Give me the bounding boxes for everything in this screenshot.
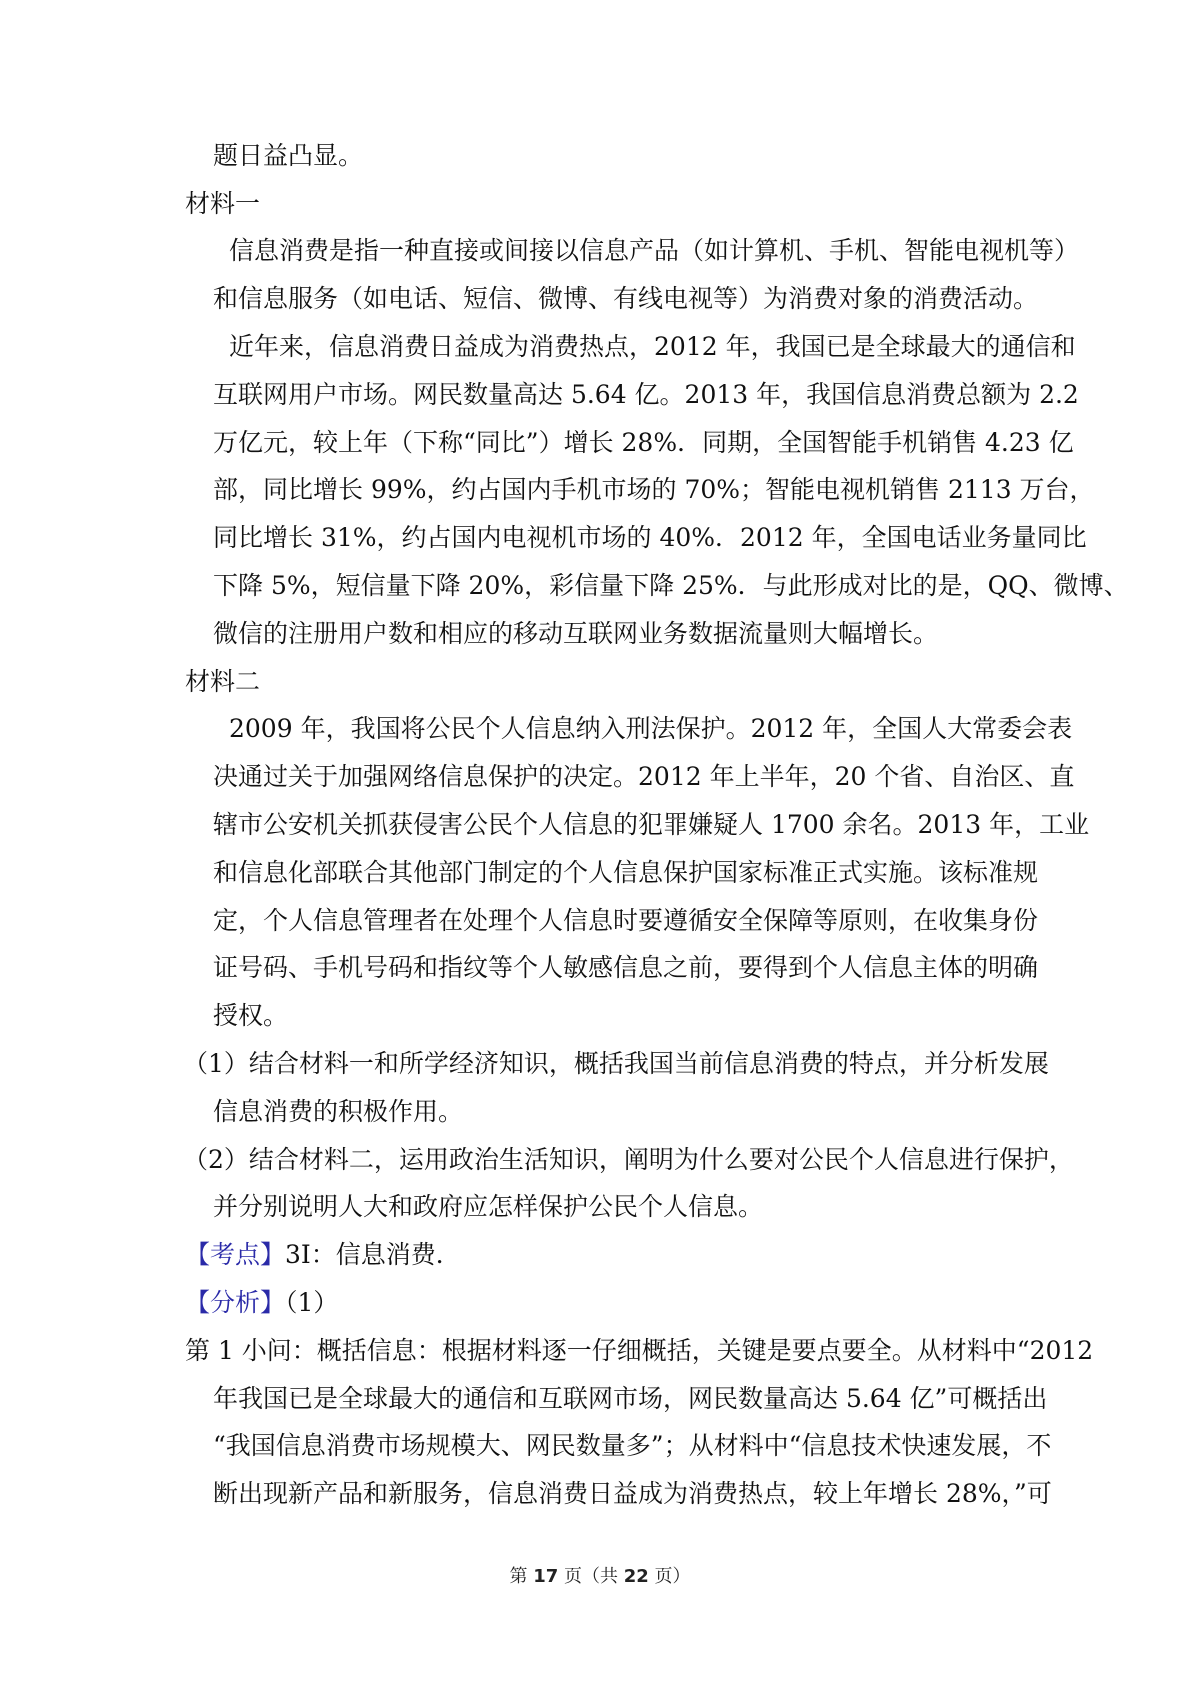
footer-suffix: 页） — [654, 1566, 691, 1587]
fenxi-text: （1） — [285, 1288, 339, 1317]
text-line: 信息消费的积极作用。 — [213, 1097, 464, 1126]
question-one: （1）结合材料一和所学经济知识，概括我国当前信息消费的特点，并分析发展 — [183, 1049, 1049, 1078]
material-two-heading: 材料二 — [185, 667, 261, 696]
fenxi-line — [0, 1279, 1200, 1327]
fenxi-tag: 【分析】 — [185, 1288, 286, 1317]
text-line: 微信的注册用户数和相应的移动互联网业务数据流量则大幅增长。 — [213, 619, 939, 648]
analysis-line: 年我国已是全球最大的通信和互联网市场，网民数量高达 5.64 亿”可概括出 — [213, 1384, 1048, 1413]
text-line: 近年来，信息消费日益成为消费热点，2012 年，我国已是全球最大的通信和 — [229, 332, 1076, 361]
footer-page-number: 17 — [533, 1566, 559, 1587]
text-line: 万亿元，较上年（下称“同比”）增长 28%．同期，全国智能手机销售 4.23 亿 — [213, 428, 1074, 457]
text-line: 授权。 — [213, 1001, 289, 1030]
footer-prefix: 第 — [509, 1566, 528, 1587]
text-line: 并分别说明人大和政府应怎样保护公民个人信息。 — [213, 1192, 764, 1221]
text-line: 和信息服务（如电话、短信、微博、有线电视等）为消费对象的消费活动。 — [213, 284, 1039, 313]
text-line: 2009 年，我国将公民个人信息纳入刑法保护。2012 年，全国人大常委会表 — [229, 714, 1073, 743]
footer-total-pages: 22 — [623, 1566, 649, 1587]
text-line: 下降 5%，短信量下降 20%，彩信量下降 25%．与此形成对比的是，QQ、微博、 — [213, 571, 1129, 600]
kaodian-line — [0, 1231, 1200, 1279]
footer-middle: 页（共 — [564, 1566, 618, 1587]
text-line: 证号码、手机号码和指纹等个人敏感信息之前，要得到个人信息主体的明确 — [213, 953, 1039, 982]
analysis-line: 断出现新产品和新服务，信息消费日益成为消费热点，较上年增长 28%，”可 — [213, 1479, 1052, 1508]
page-footer — [0, 1563, 1200, 1591]
text-line: 和信息化部联合其他部门制定的个人信息保护国家标准正式实施。该标准规 — [213, 858, 1039, 887]
text-line: 辖市公安机关抓获侵害公民个人信息的犯罪嫌疑人 1700 余名。2013 年，工业 — [213, 810, 1090, 839]
kaodian-tag: 【考点】 — [185, 1240, 286, 1269]
text-line: 互联网用户市场。网民数量高达 5.64 亿。2013 年，我国信息消费总额为 2.2 — [213, 380, 1079, 409]
text-line: 定，个人信息管理者在处理个人信息时要遵循安全保障等原则，在收集身份 — [213, 906, 1039, 935]
text-line: 题日益凸显。 — [213, 141, 364, 170]
text-line: 信息消费是指一种直接或间接以信息产品（如计算机、手机、智能电视机等） — [229, 236, 1080, 265]
text-line: 部，同比增长 99%，约占国内手机市场的 70%；智能电视机销售 2113 万台， — [213, 475, 1095, 504]
kaodian-text: 3I：信息消费． — [285, 1240, 461, 1269]
analysis-line: “我国信息消费市场规模大、网民数量多”；从材料中“信息技术快速发展，不 — [213, 1431, 1052, 1460]
text-line: 同比增长 31%，约占国内电视机市场的 40%．2012 年，全国电话业务量同比 — [213, 523, 1087, 552]
question-two: （2）结合材料二，运用政治生活知识，阐明为什么要对公民个人信息进行保护， — [183, 1145, 1074, 1174]
analysis-line: 第 1 小问：概括信息：根据材料逐一仔细概括，关键是要点要全。从材料中“2012 — [185, 1336, 1094, 1365]
material-one-heading: 材料一 — [185, 189, 261, 218]
text-line: 决通过关于加强网络信息保护的决定。2012 年上半年，20 个省、自治区、直 — [213, 762, 1075, 791]
